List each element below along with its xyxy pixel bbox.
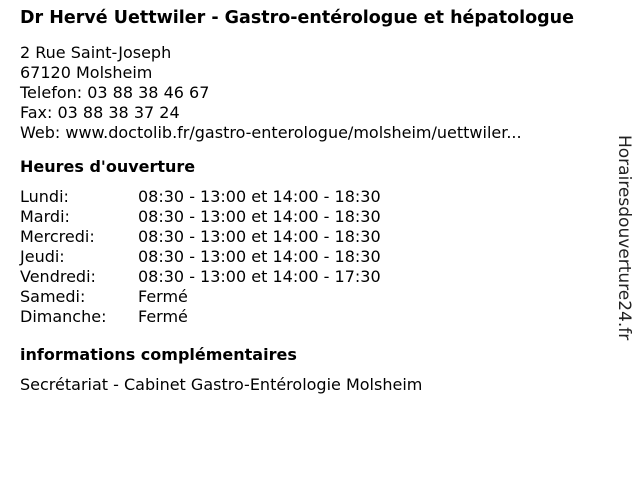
- street-address: 2 Rue Saint-Joseph: [20, 43, 172, 62]
- hours-heading: Heures d'ouverture: [20, 157, 196, 176]
- hours-row-monday: [20, 187, 610, 207]
- time-value: 08:30 - 13:00 et 14:00 - 18:30: [138, 207, 381, 226]
- hours-row-saturday: [20, 287, 610, 307]
- site-watermark: Horairesdouverture24.fr: [614, 135, 634, 341]
- day-label: Mardi:: [20, 207, 70, 226]
- day-label: Jeudi:: [20, 247, 65, 266]
- hours-row-tuesday: [20, 207, 610, 227]
- day-label: Lundi:: [20, 187, 69, 206]
- time-value: 08:30 - 13:00 et 14:00 - 18:30: [138, 247, 381, 266]
- day-label: Samedi:: [20, 287, 86, 306]
- time-value: 08:30 - 13:00 et 14:00 - 17:30: [138, 267, 381, 286]
- time-value: Fermé: [138, 307, 188, 326]
- city-address: 67120 Molsheim: [20, 63, 153, 82]
- fax-number: Fax: 03 88 38 37 24: [20, 103, 180, 122]
- day-label: Mercredi:: [20, 227, 95, 246]
- doctor-card: [20, 8, 610, 395]
- time-value: 08:30 - 13:00 et 14:00 - 18:30: [138, 227, 381, 246]
- hours-row-wednesday: [20, 227, 610, 247]
- hours-row-thursday: [20, 247, 610, 267]
- hours-row-sunday: [20, 307, 610, 327]
- info-heading: informations complémentaires: [20, 345, 297, 364]
- hours-row-friday: [20, 267, 610, 287]
- hours-table: [20, 187, 610, 327]
- page-title: Dr Hervé Uettwiler - Gastro-entérologue et hépatologue: [20, 8, 574, 28]
- phone-number: Telefon: 03 88 38 46 67: [20, 83, 210, 102]
- day-label: Dimanche:: [20, 307, 107, 326]
- website-link[interactable]: Web: www.doctolib.fr/gastro-enterologue/molsheim/uettwiler...: [20, 123, 522, 142]
- time-value: 08:30 - 13:00 et 14:00 - 18:30: [138, 187, 381, 206]
- address-block: [20, 43, 610, 143]
- time-value: Fermé: [138, 287, 188, 306]
- day-label: Vendredi:: [20, 267, 96, 286]
- info-text: Secrétariat - Cabinet Gastro-Entérologie Molsheim: [20, 375, 423, 394]
